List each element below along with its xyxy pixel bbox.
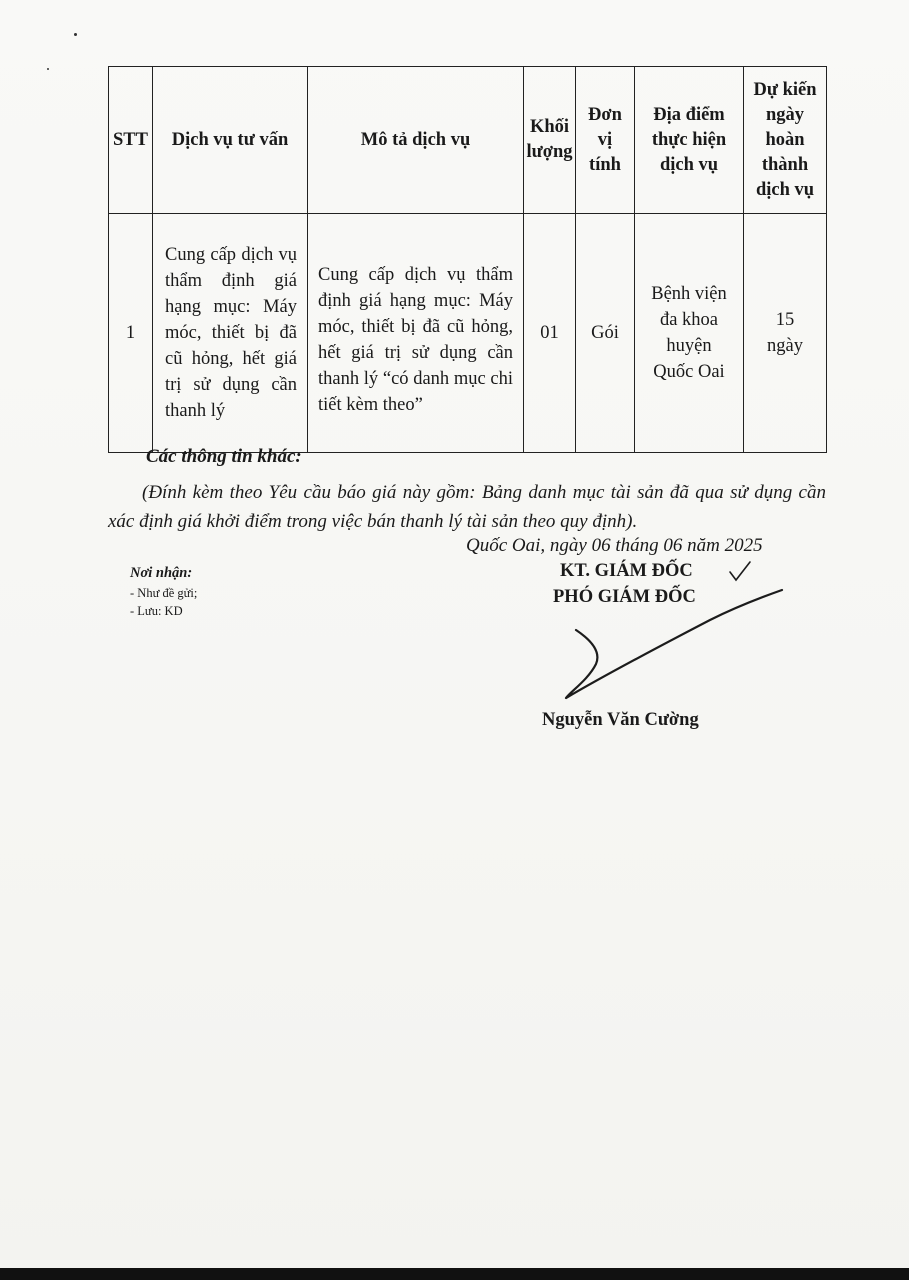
header-quantity: Khối lượng [524, 67, 576, 214]
header-location: Địa điểm thực hiện dịch vụ [635, 67, 744, 214]
other-info-title: Các thông tin khác: [146, 446, 302, 467]
scan-speck [47, 68, 49, 70]
cell-unit: Gói [576, 214, 635, 453]
handwritten-signature [540, 560, 800, 710]
cell-description: Cung cấp dịch vụ thẩm định giá hạng mục: Máy móc, thiết bị đã cũ hỏng, hết giá trị sử dụng cần thanh lý “có danh mục chi tiết kèm theo” [308, 214, 524, 453]
recipient-item: - Lưu: KD [130, 604, 183, 618]
cell-location: Bệnh viện đa khoa huyện Quốc Oai [635, 214, 744, 453]
date-line: Quốc Oai, ngày 06 tháng 06 năm 2025 [466, 535, 763, 556]
service-table [108, 66, 827, 453]
cell-stt: 1 [109, 214, 153, 453]
header-completion: Dự kiến ngày hoàn thành dịch vụ [744, 67, 827, 214]
recipient-item: - Như đề gửi; [130, 586, 198, 600]
table-header-row [109, 67, 827, 214]
attachment-note: (Đính kèm theo Yêu cầu báo giá này gồm: Bảng danh mục tài sản đã qua sử dụng cần xác định giá khởi điểm trong việc bán thanh lý tài sản theo quy định). [108, 482, 826, 532]
header-service: Dịch vụ tư vấn [153, 67, 308, 214]
scan-bottom-edge [0, 1268, 909, 1280]
cell-completion: 15 ngày [744, 214, 827, 453]
cell-quantity: 01 [524, 214, 576, 453]
header-stt: STT [109, 67, 153, 214]
cell-service: Cung cấp dịch vụ thẩm định giá hạng mục: Máy móc, thiết bị đã cũ hỏng, hết giá trị sử dụng cần thanh lý [153, 214, 308, 453]
scan-speck [74, 33, 77, 36]
recipients-title: Nơi nhận: [130, 565, 193, 581]
header-unit: Đơn vị tính [576, 67, 635, 214]
signer-role-line1: KT. GIÁM ĐỐC [560, 561, 693, 581]
table-row [109, 214, 827, 453]
signer-name: Nguyễn Văn Cường [542, 710, 699, 730]
signer-role-line2: PHÓ GIÁM ĐỐC [553, 587, 696, 607]
header-description: Mô tả dịch vụ [308, 67, 524, 214]
